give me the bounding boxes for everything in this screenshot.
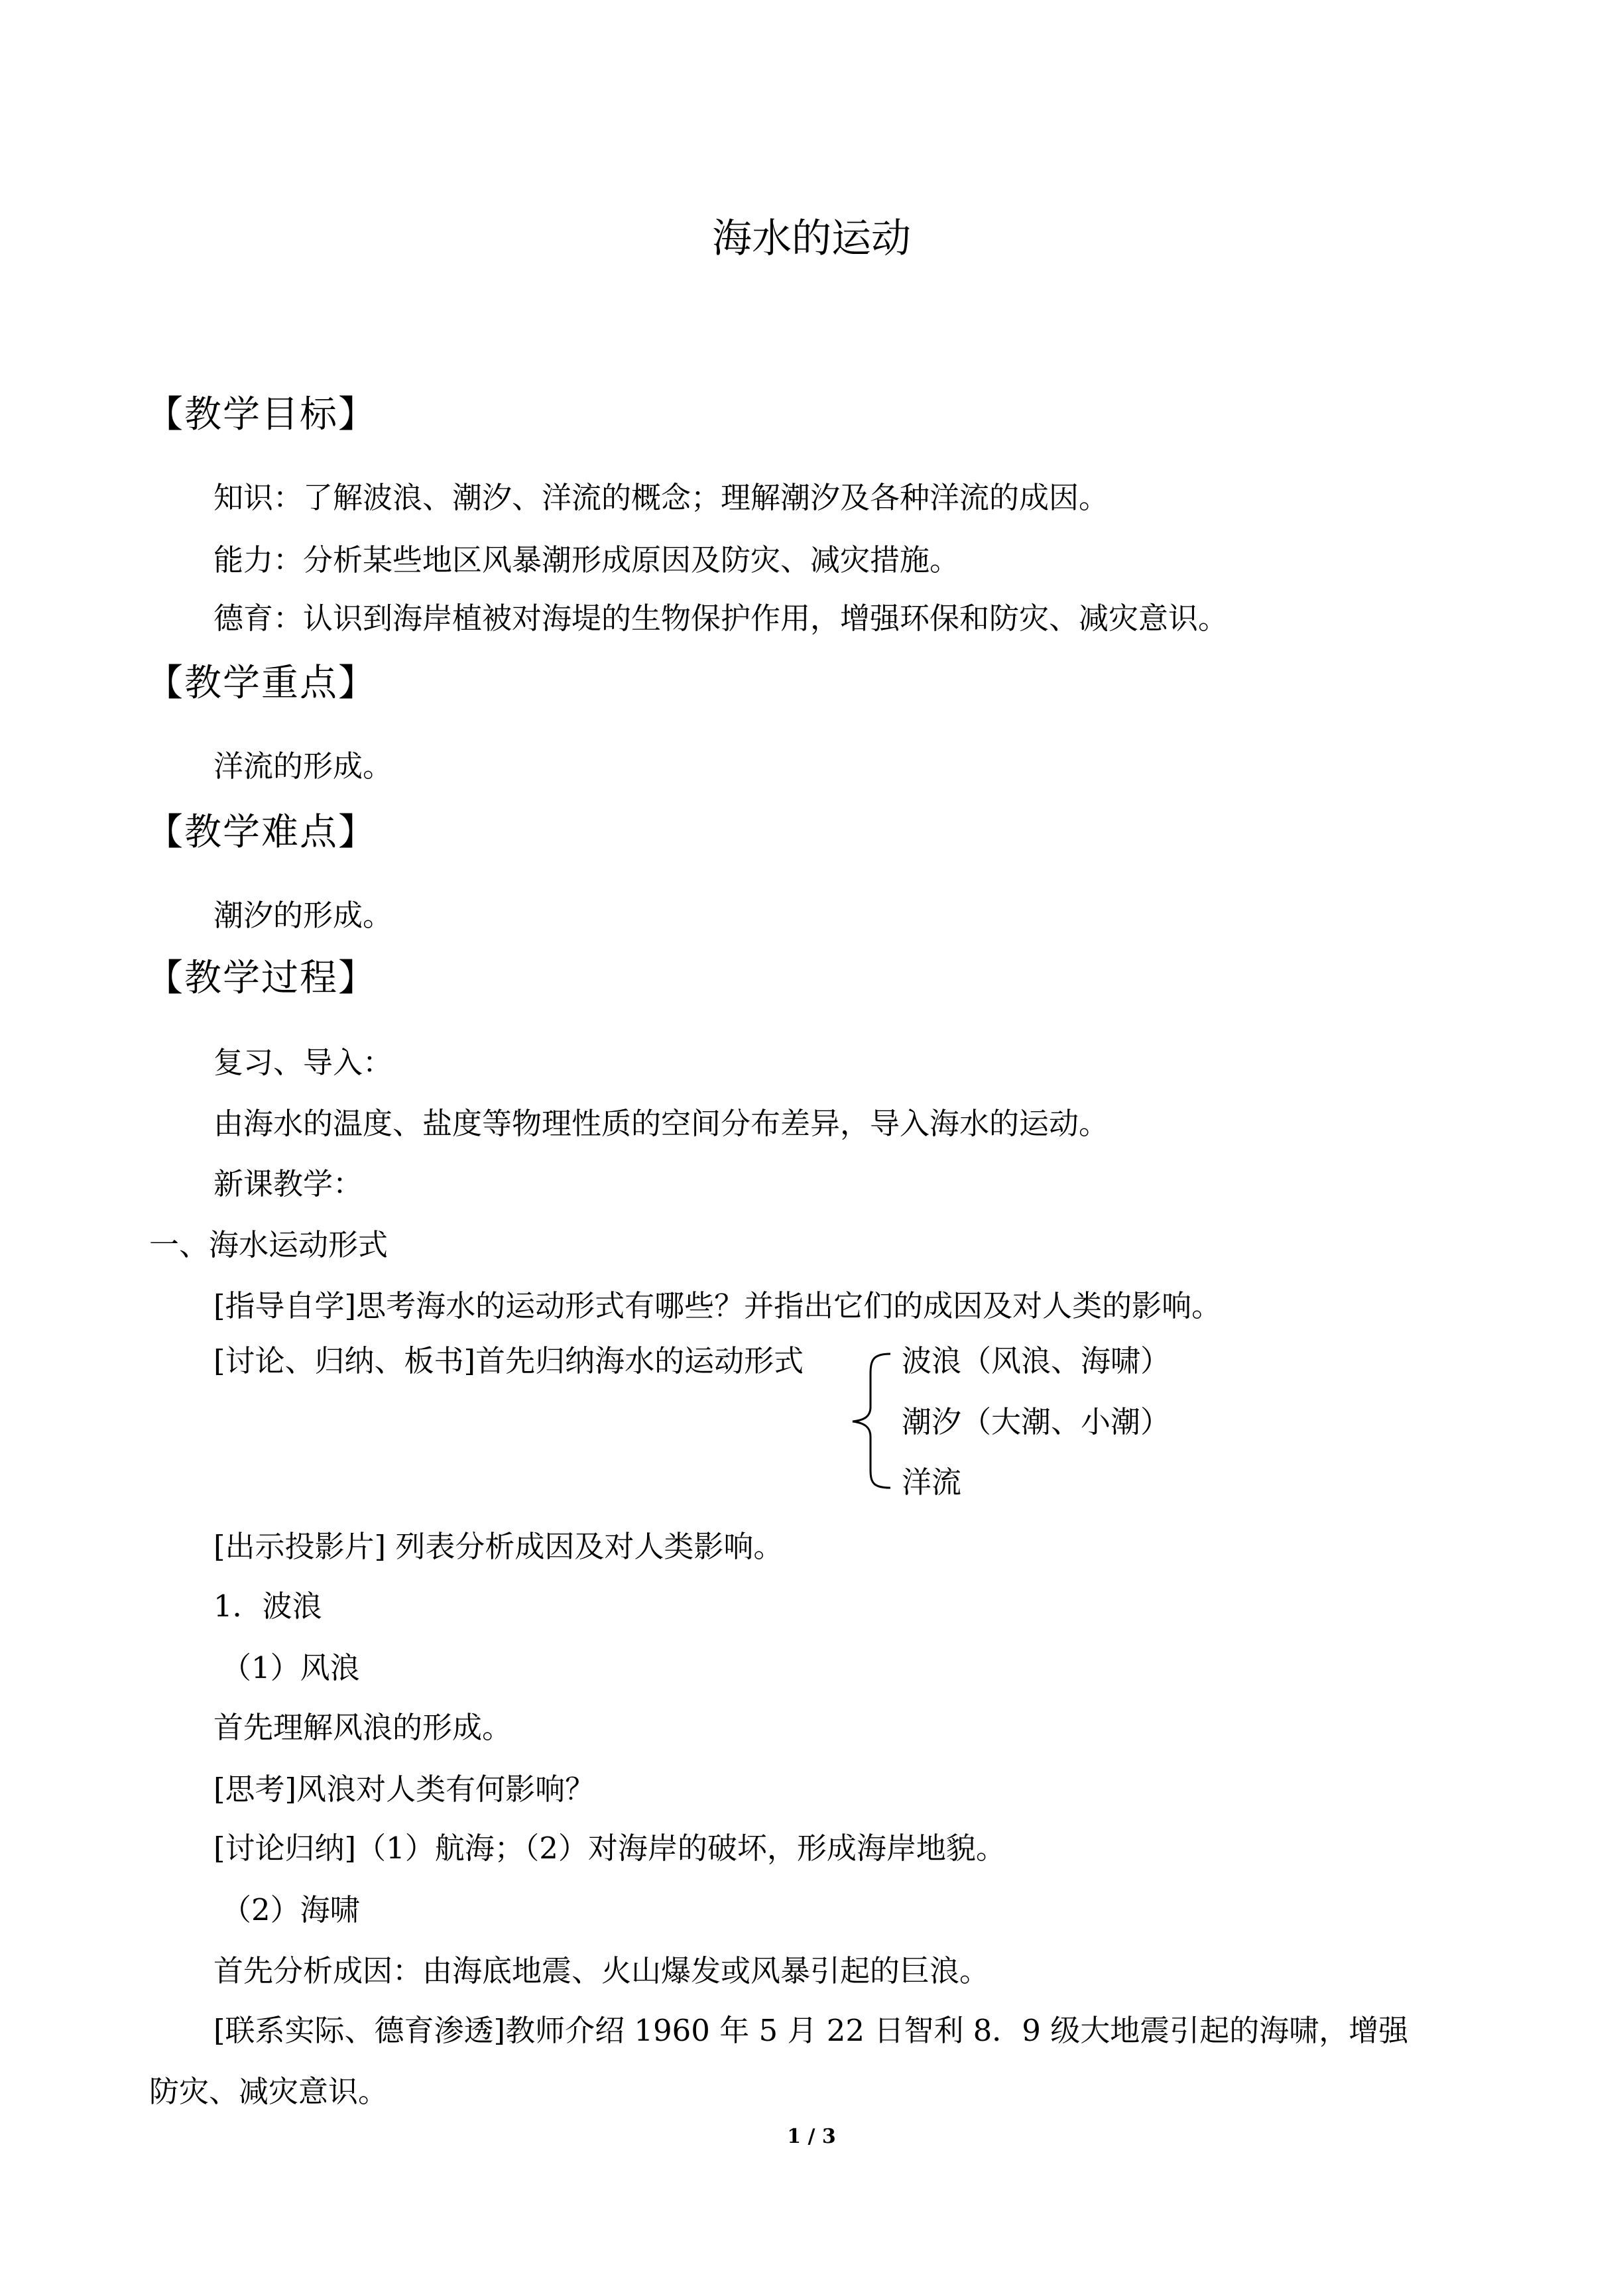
document-title: 海水的运动 (712, 215, 911, 262)
think-text: [思考]风浪对人类有何影响？ (213, 1772, 595, 1807)
wind-wave-title: （1）风浪 (221, 1650, 360, 1685)
form-tide: 潮汐（大潮、小潮） (902, 1404, 1171, 1439)
tsunami-text: 首先分析成因：由海底地震、火山爆发或风暴引起的巨浪。 (213, 1953, 990, 1988)
difficulties-text: 潮汐的形成。 (213, 898, 393, 933)
connect-text-line2: 防灾、减灾意识。 (149, 2074, 389, 2109)
guide-text: [指导自学]思考海水的运动形式有哪些？并指出它们的成因及对人类的影响。 (213, 1288, 1222, 1323)
key-points-heading: 【教学重点】 (146, 662, 377, 705)
part1-title: 一、海水运动形式 (149, 1227, 389, 1262)
form-wave: 波浪（风浪、海啸） (902, 1343, 1171, 1378)
process-heading: 【教学过程】 (146, 957, 377, 1000)
objectives-heading: 【教学目标】 (146, 393, 377, 436)
key-points-text: 洋流的形成。 (213, 749, 393, 784)
intro-label: 复习、导入： (213, 1045, 393, 1080)
tsunami-title: （2）海啸 (221, 1892, 360, 1927)
connect-text-line1: [联系实际、德育渗透]教师介绍 1960 年 5 月 22 日智利 8．9 级大地震引起的海啸，增强 (213, 2013, 1409, 2048)
difficulties-heading: 【教学难点】 (146, 811, 377, 854)
objective-ability: 能力：分析某些地区风暴潮形成原因及防灾、减灾措施。 (213, 542, 960, 577)
discuss-text: [讨论、归纳、板书]首先归纳海水的运动形式 (213, 1343, 804, 1378)
objective-knowledge: 知识：了解波浪、潮汐、洋流的概念；理解潮汐及各种洋流的成因。 (213, 480, 1109, 515)
wind-wave-text: 首先理解风浪的形成。 (213, 1710, 512, 1745)
wave-title: 1．波浪 (213, 1589, 322, 1624)
page-number: 1 / 3 (787, 2125, 836, 2148)
summary-text: [讨论归纳]（1）航海；（2）对海岸的破坏，形成海岸地貌。 (213, 1831, 1006, 1866)
form-current: 洋流 (902, 1465, 962, 1500)
slide-text: [出示投影片] 列表分析成因及对人类影响。 (213, 1529, 784, 1564)
intro-text: 由海水的温度、盐度等物理性质的空间分布差异，导入海水的运动。 (213, 1106, 1109, 1141)
objective-moral: 德育：认识到海岸植被对海堤的生物保护作用，增强环保和防灾、减灾意识。 (213, 601, 1229, 636)
brace-icon (841, 1341, 900, 1500)
new-lesson-label: 新课教学： (213, 1166, 363, 1201)
